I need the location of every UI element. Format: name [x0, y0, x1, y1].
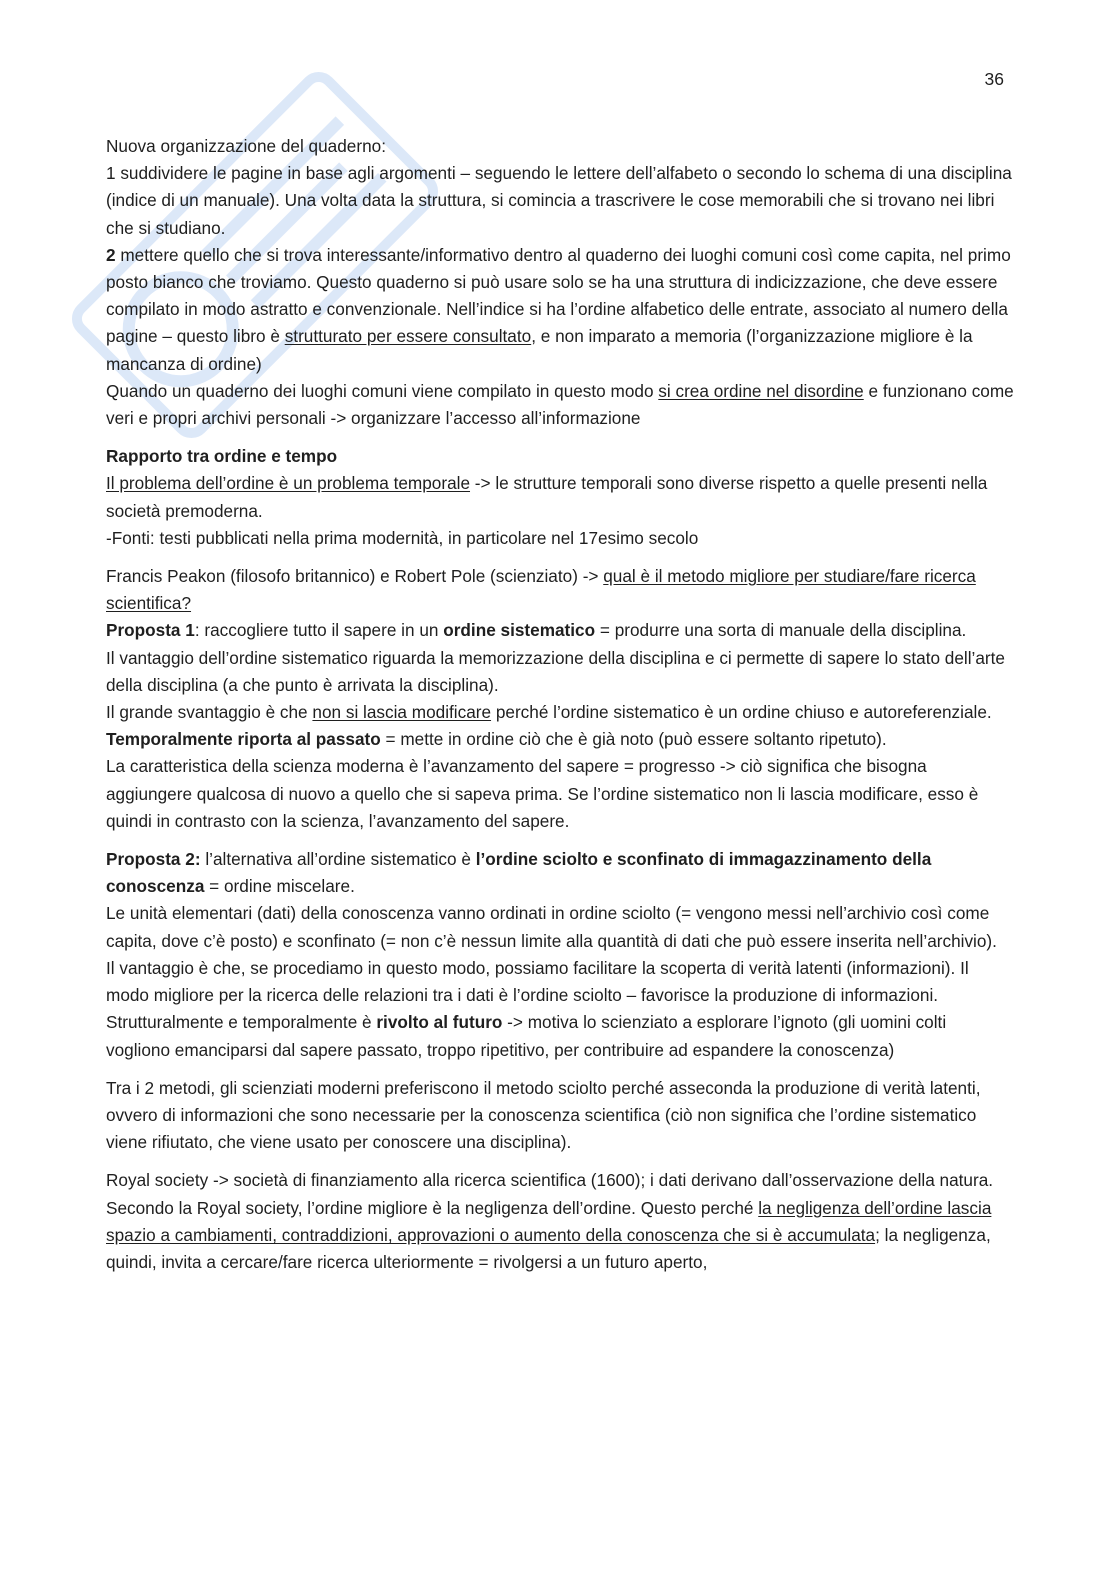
paragraph-royal-society — [106, 1167, 1014, 1276]
text-line — [106, 242, 1014, 378]
text-span: mettere quello che si trova interessante/informativo dentro al quaderno dei luoghi comuni così come capita, nel primo posto bianco che troviamo. Questo quaderno si può usare solo se ha una struttura di indicizzazione, che deve essere compilato in modo astratto e convenzionale. Nell’indice si ha l’ordine alfabetico delle entrate, associato al numero della pagine – questo libro è — [106, 244, 1011, 347]
underlined-text: si crea ordine nel disordine — [658, 380, 864, 401]
text-span: = ordine miscelare. — [204, 876, 355, 897]
text-span: perché l’ordine sistematico è un ordine chiuso e autoreferenziale. — [491, 702, 992, 723]
text-line — [106, 617, 1014, 644]
text-span: : raccogliere tutto il sapere in un — [194, 620, 444, 641]
paragraph-metodi — [106, 1075, 1014, 1157]
bold-text: rivolto al futuro — [376, 1012, 503, 1033]
text-span: l’alternativa all’ordine sistematico è — [200, 849, 476, 870]
text-line: Il vantaggio è che, se procediamo in questo modo, possiamo facilitare la scoperta di verità latenti (informazioni). Il modo migliore per la ricerca delle relazioni tra i dati è l’ordine sciolto – favorisce la produzione di informazioni. — [106, 957, 969, 1006]
heading-text: Rapporto tra ordine e tempo — [106, 446, 338, 467]
text-span: Strutturalmente e temporalmente è — [106, 1012, 377, 1033]
section-heading — [106, 443, 1014, 470]
text-line: Il vantaggio dell’ordine sistematico riguarda la memorizzazione della disciplina e ci permette di sapere lo stato dell’arte della disciplina (a che punto è arrivata la disciplina). — [106, 647, 1005, 695]
text-span: e funzionano come veri e propri archivi personali -> organizzare l’accesso all’informazione — [106, 380, 1014, 429]
text-line — [106, 699, 1014, 753]
text-span: = produrre una sorta di manuale della disciplina. — [595, 620, 967, 641]
bold-text: l’ordine sciolto e sconfinato di immagazzinamento della conoscenza — [106, 849, 932, 897]
text-line: Tra i 2 metodi, gli scienziati moderni preferiscono il metodo sciolto perché asseconda la produzione di verità latenti, ovvero di informazioni che sono necessarie per la conoscenza scientifica (ciò non significa che l’ordine sistematico viene rifiutato, che viene usato per conoscere una disciplina). — [106, 1077, 981, 1153]
text-line — [106, 470, 1014, 524]
document-body — [106, 133, 1014, 1276]
text-span: Secondo la Royal society, l’ordine migliore è la negligenza dell’ordine. Questo perché — [106, 1197, 759, 1218]
bold-text: Temporalmente riporta al passato — [106, 729, 381, 750]
text-line: 1 suddividere le pagine in base agli argomenti – seguendo le lettere dell’alfabeto o secondo lo schema di una disciplina (indice di un manuale). Una volta data la struttura, si comincia a trascrivere le cose memorabili che si trovano nei libri che si studiano. — [106, 163, 1012, 238]
text-line — [106, 846, 1014, 900]
text-line: Royal society -> società di finanziamento alla ricerca scientifica (1600); i dati derivano dall’osservazione della natura. — [106, 1170, 994, 1191]
text-line — [106, 563, 1014, 617]
bold-text: ordine sistematico — [443, 620, 596, 641]
bold-label: Proposta 2: — [106, 849, 201, 870]
bold-label: Proposta 1 — [106, 620, 195, 641]
list-number: 2 — [106, 244, 116, 265]
text-span: -> le strutture temporali sono diverse rispetto a quelle presenti nella società premoderna. — [106, 473, 988, 521]
text-line: La caratteristica della scienza moderna è l’avanzamento del sapere = progresso -> ciò significa che bisogna aggiungere qualcosa di nuovo a quello che si sapeva prima. Se l’ordine sistematico non li lascia modificare, esso è quindi in contrasto con la scienza, l’avanzamento del sapere. — [106, 756, 979, 831]
text-span: Francis Peakon (filosofo britannico) e Robert Pole (scienziato) -> — [106, 566, 604, 587]
text-line: Nuova organizzazione del quaderno: — [106, 136, 386, 156]
paragraph-proposta-1 — [106, 563, 1014, 835]
paragraph-ordine-tempo — [106, 443, 1014, 552]
underlined-text: la negligenza dell’ordine lascia spazio a cambiamenti, contraddizioni, approvazioni o aumento della conoscenza che si è accumulata — [106, 1197, 992, 1245]
underlined-text: non si lascia modificare — [312, 702, 492, 723]
underlined-text: qual è il metodo migliore per studiare/fare ricerca scientifica? — [106, 566, 976, 614]
page-number: 36 — [984, 69, 1004, 89]
text-line — [106, 1009, 1014, 1063]
text-span: = mette in ordine ciò che è già noto (può essere soltanto ripetuto). — [380, 729, 887, 750]
text-span: , e non imparato a memoria (l’organizzazione migliore è la mancanza di ordine) — [106, 326, 973, 374]
text-span: -> motiva lo scienziato a esplorare l’ignoto (gli uomini colti vogliono emanciparsi dal sapere passato, troppo ripetitivo, per contribuire ad espandere la conoscenza) — [106, 1012, 947, 1060]
text-span: Il grande svantaggio è che — [106, 702, 313, 723]
paragraph-proposta-2 — [106, 846, 1014, 1064]
text-span: ; la negligenza, quindi, invita a cercare/fare ricerca ulteriormente = rivolgersi a un futuro aperto, — [106, 1224, 991, 1272]
text-span: Quando un quaderno dei luoghi comuni viene compilato in questo modo — [106, 380, 659, 401]
underlined-text: Il problema dell’ordine è un problema temporale — [106, 473, 471, 494]
text-line: -Fonti: testi pubblicati nella prima modernità, in particolare nel 17esimo secolo — [106, 527, 699, 548]
text-line — [106, 378, 1014, 432]
text-line — [106, 1195, 1014, 1277]
paragraph-organizzazione — [106, 133, 1014, 432]
underlined-text: strutturato per essere consultato — [284, 326, 532, 347]
text-line: Le unità elementari (dati) della conoscenza vanno ordinati in ordine sciolto (= vengono messi nell’archivio così come capita, dove c’è posto) e sconfinato (= non c’è nessun limite alla quantità di dati che può essere inserita nell’archivio). — [106, 903, 997, 951]
